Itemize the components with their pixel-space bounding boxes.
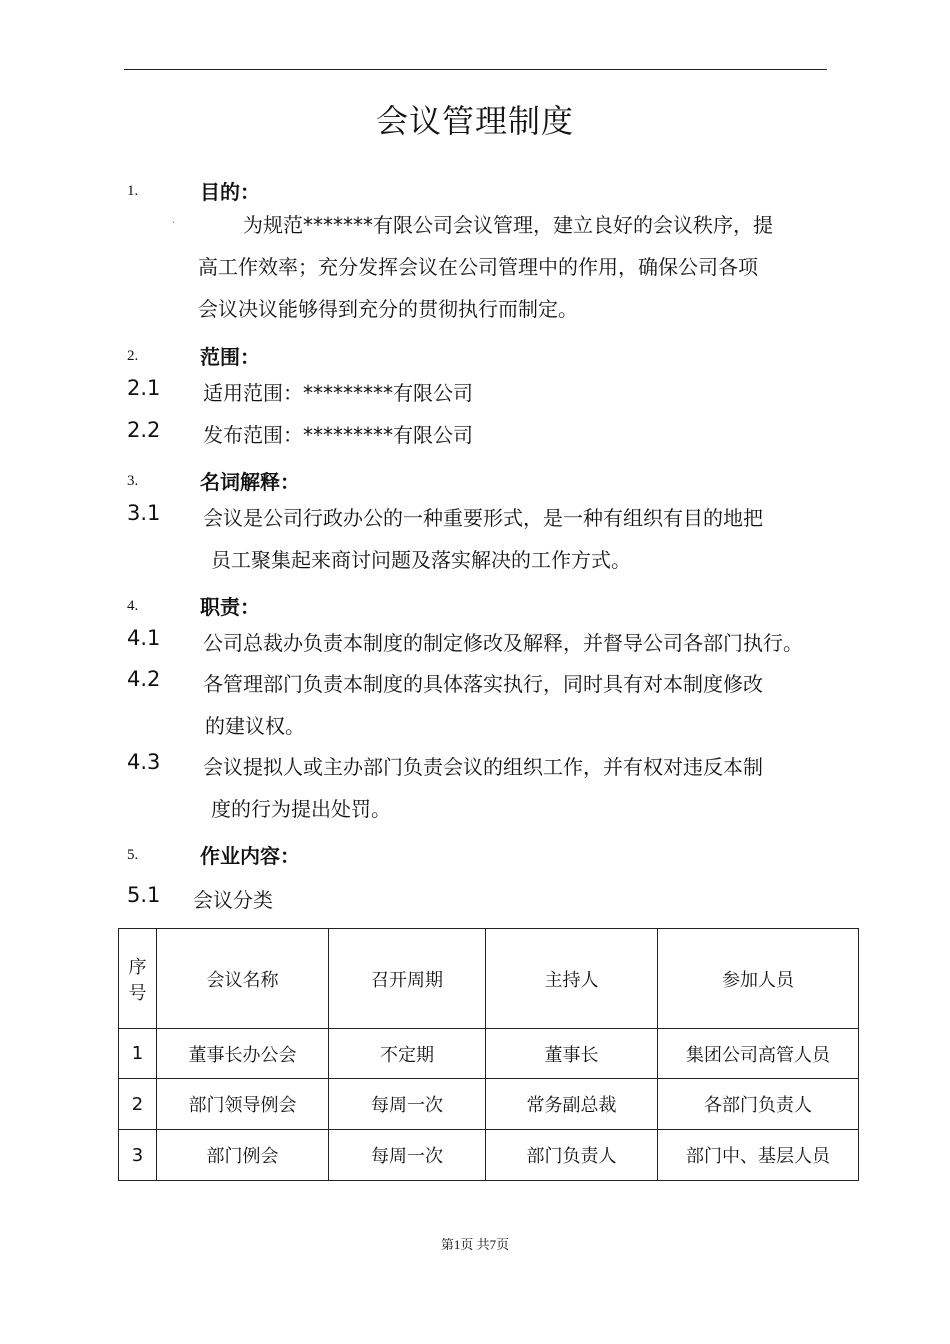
- table-row: [119, 1079, 859, 1130]
- item-4-2-number: 4.2: [127, 667, 161, 691]
- cell-attendees: 部门中、基层人员: [658, 1130, 859, 1181]
- section-1-line-2: 高工作效率；充分发挥会议在公司管理中的作用，确保公司各项: [198, 255, 758, 279]
- cell-host: 董事长: [486, 1029, 658, 1079]
- cell-period: 每周一次: [329, 1079, 486, 1130]
- item-4-1-number: 4.1: [127, 626, 161, 650]
- cell-host: 部门负责人: [486, 1130, 658, 1181]
- cell-seq: 2: [119, 1079, 157, 1130]
- header-rule: [124, 69, 827, 70]
- cell-attendees: 集团公司高管人员: [658, 1029, 859, 1079]
- item-4-3-line-2: 度的行为提出处罚。: [211, 797, 391, 821]
- item-2-1-number: 2.1: [127, 376, 161, 400]
- table-row: [119, 1130, 859, 1181]
- section-3-number: 3.: [127, 473, 139, 489]
- bullet-dot: ·: [172, 218, 176, 229]
- header-name: 会议名称: [157, 929, 329, 1029]
- section-4-heading: 职责：: [200, 595, 260, 619]
- header-seq-bottom: 号: [128, 982, 147, 1004]
- section-3-heading: 名词解释：: [200, 470, 300, 494]
- header-seq: [119, 929, 157, 1029]
- cell-host: 常务副总裁: [486, 1079, 658, 1130]
- section-5-number: 5.: [127, 847, 139, 863]
- section-1-line-3: 会议决议能够得到充分的贯彻执行而制定。: [198, 297, 578, 321]
- item-4-1-line-1: 公司总裁办负责本制度的制定修改及解释，并督导公司各部门执行。: [203, 631, 803, 655]
- item-4-2-line-2: 的建议权。: [205, 714, 305, 738]
- section-1-heading: 目的：: [200, 180, 260, 204]
- cell-seq: 1: [119, 1029, 157, 1079]
- cell-seq: 3: [119, 1130, 157, 1181]
- header-attendees: 参加人员: [658, 929, 859, 1029]
- cell-name: 董事长办公会: [157, 1029, 329, 1079]
- header-seq-top: 序: [128, 956, 147, 978]
- cell-attendees: 各部门负责人: [658, 1079, 859, 1130]
- document-title: 会议管理制度: [375, 102, 574, 140]
- header-period: 召开周期: [329, 929, 486, 1029]
- item-5-1-number: 5.1: [127, 883, 161, 907]
- section-4-number: 4.: [127, 598, 139, 614]
- item-3-1-line-1: 会议是公司行政办公的一种重要形式，是一种有组织有目的地把: [203, 506, 763, 530]
- cell-name: 部门例会: [157, 1130, 329, 1181]
- item-4-2-line-1: 各管理部门负责本制度的具体落实执行，同时具有对本制度修改: [203, 672, 763, 696]
- cell-period: 不定期: [329, 1029, 486, 1079]
- item-2-2-text: 发布范围：*********有限公司: [203, 423, 473, 447]
- item-2-1-text: 适用范围：*********有限公司: [203, 381, 473, 405]
- meeting-classification-table: [118, 928, 859, 1181]
- section-1-line-1: 为规范*******有限公司会议管理，建立良好的会议秩序，提: [243, 213, 773, 237]
- table-header-row: [119, 929, 859, 1029]
- cell-name: 部门领导例会: [157, 1079, 329, 1130]
- item-5-1-text: 会议分类: [193, 888, 273, 912]
- section-1-number: 1.: [127, 183, 139, 199]
- page-footer: 第1页 共7页: [440, 1237, 510, 1252]
- item-3-1-line-2: 员工聚集起来商讨问题及落实解决的工作方式。: [211, 548, 631, 572]
- section-2-heading: 范围：: [200, 345, 260, 369]
- section-2-number: 2.: [127, 348, 139, 364]
- item-3-1-number: 3.1: [127, 501, 161, 525]
- item-4-3-number: 4.3: [127, 750, 161, 774]
- cell-period: 每周一次: [329, 1130, 486, 1181]
- header-host: 主持人: [486, 929, 658, 1029]
- item-2-2-number: 2.2: [127, 418, 161, 442]
- section-5-heading: 作业内容：: [200, 844, 300, 868]
- item-4-3-line-1: 会议提拟人或主办部门负责会议的组织工作，并有权对违反本制: [203, 755, 763, 779]
- table-row: [119, 1029, 859, 1079]
